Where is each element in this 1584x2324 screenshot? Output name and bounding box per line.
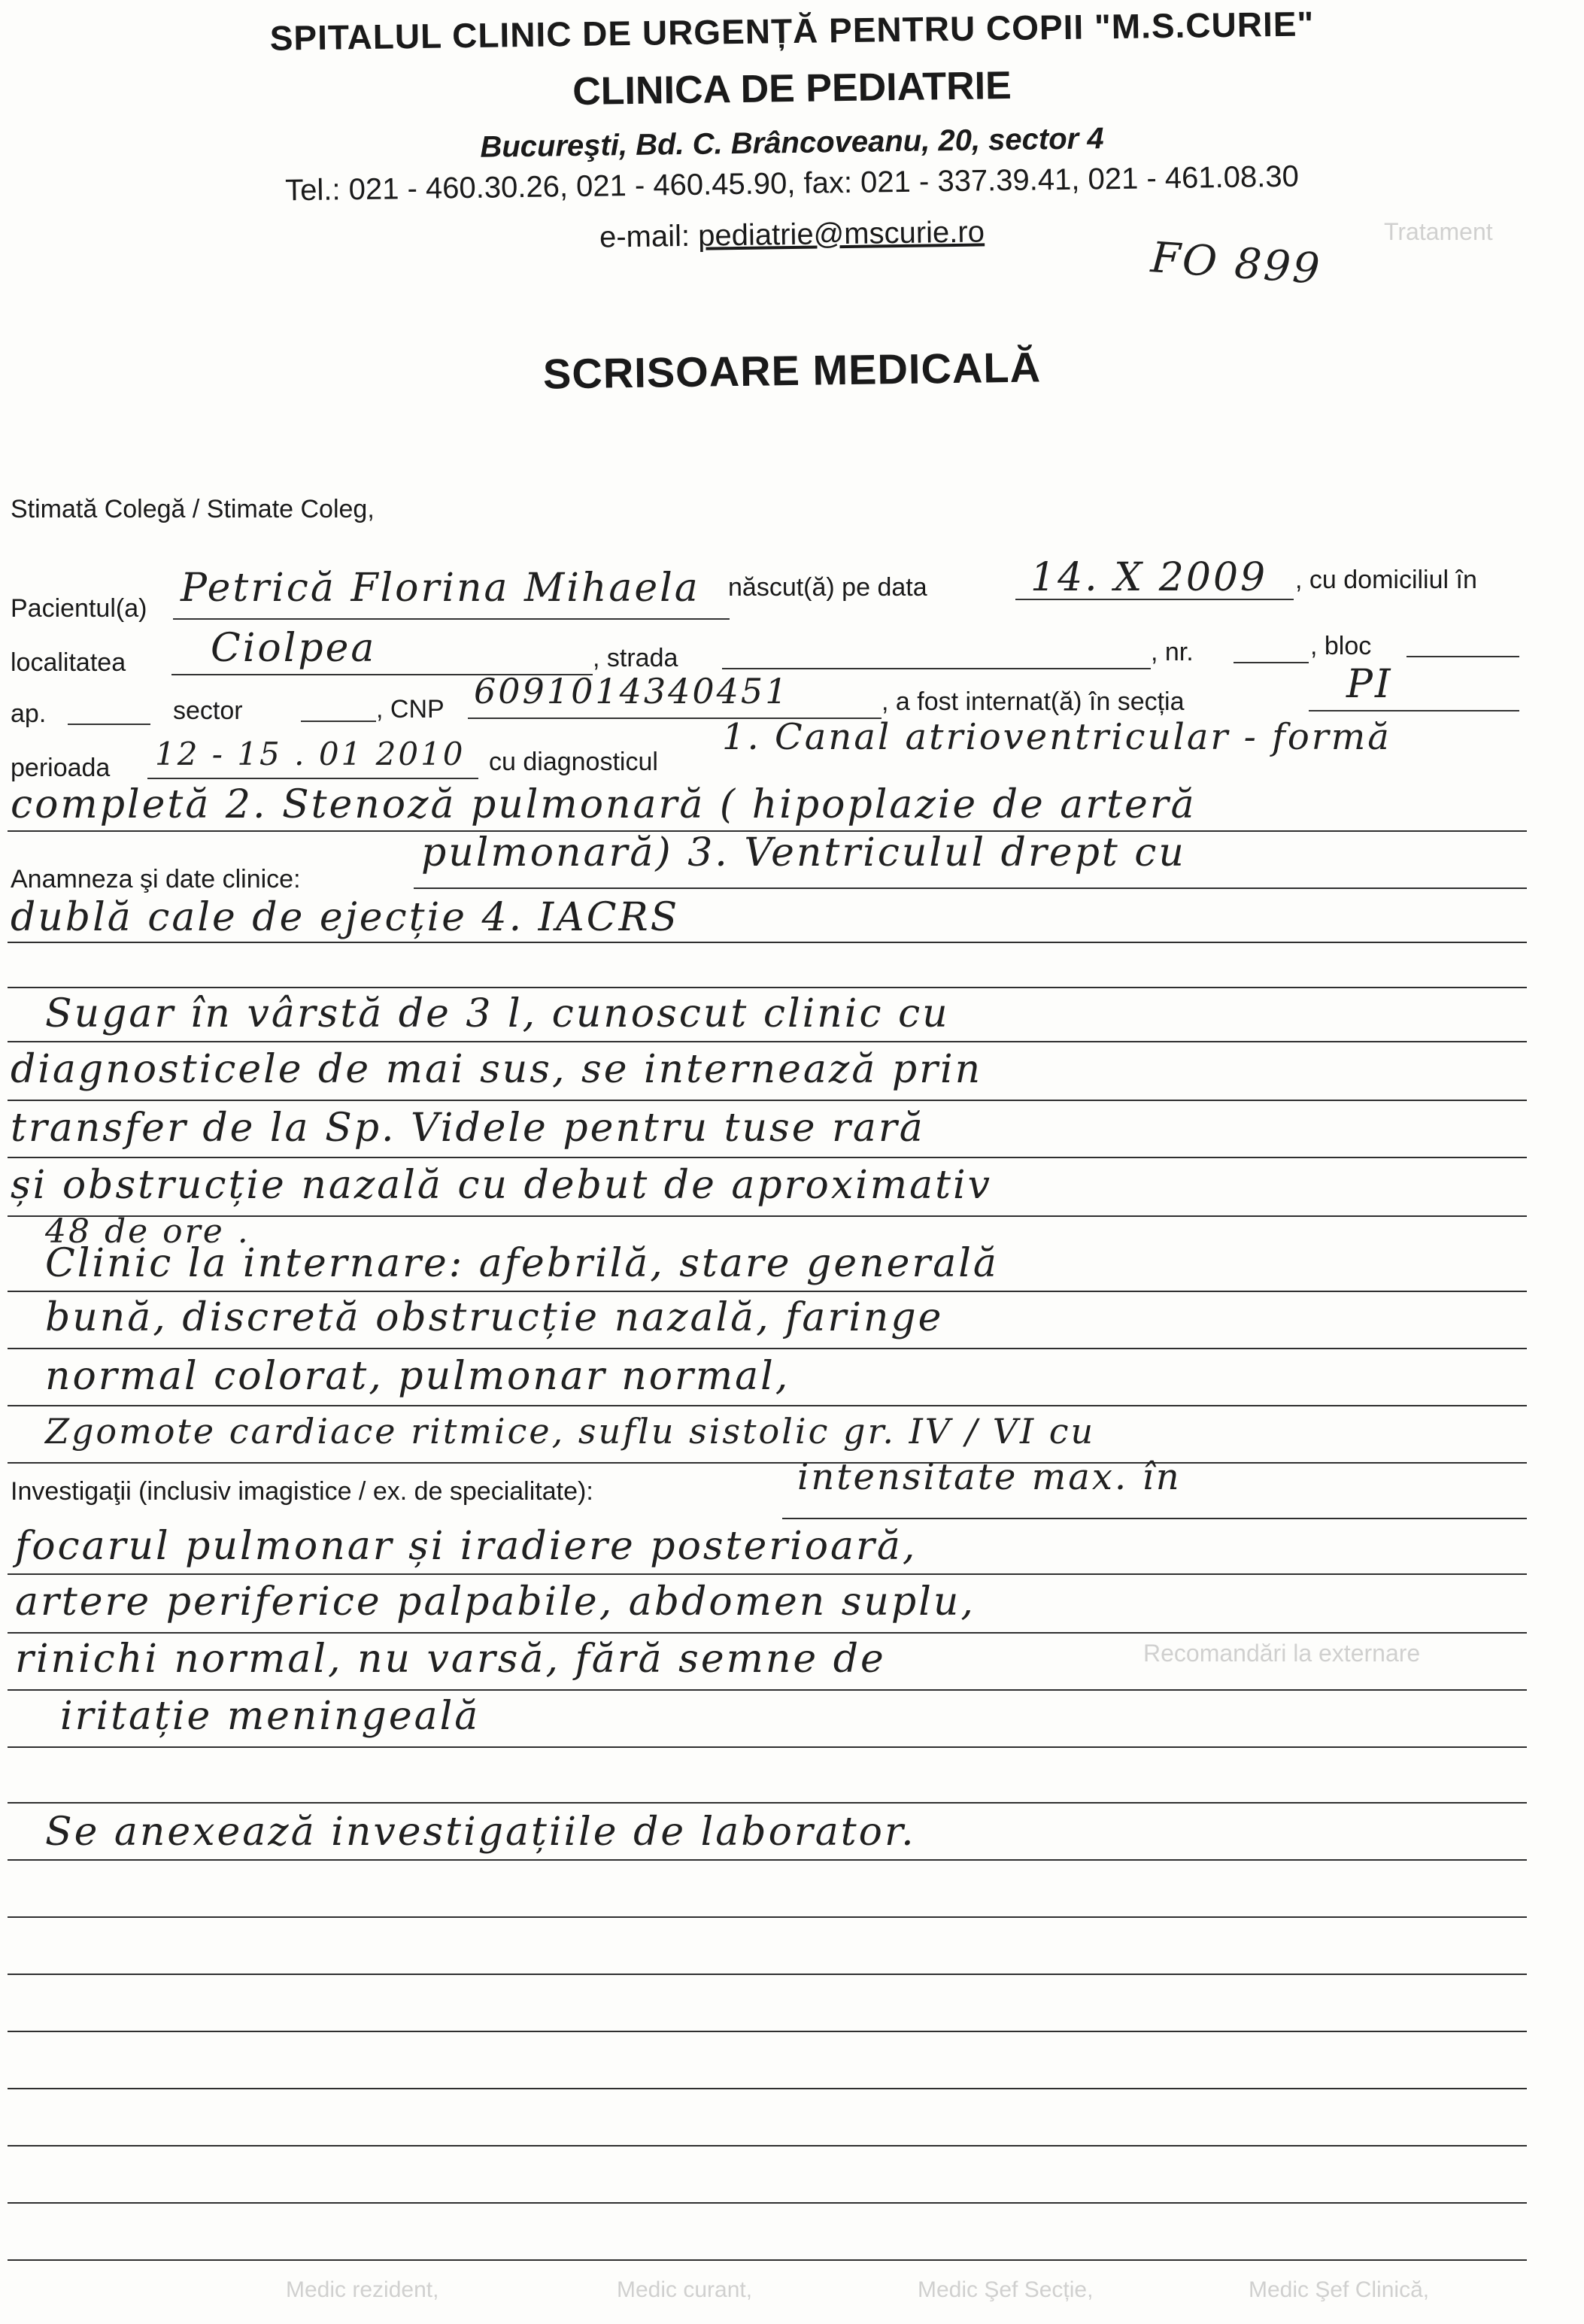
perioada-value: 12 - 15 . 01 2010: [155, 736, 466, 772]
cnp-label: , CNP: [376, 695, 445, 724]
history-line: artere periferice palpabile, abdomen suplu,: [15, 1579, 976, 1625]
history-line: normal colorat, pulmonar normal,: [45, 1354, 790, 1399]
ap-label: ap.: [11, 699, 47, 728]
bloc-blank: [1406, 656, 1519, 657]
ruled-line: [8, 2259, 1527, 2261]
history-line: rinichi normal, nu varsă, fără semne de: [15, 1637, 886, 1682]
footer-medic-curant: Medic curant,: [617, 2277, 753, 2302]
cnp-value: 6091014340451: [474, 671, 790, 711]
email-link[interactable]: pediatrie@mscurie.ro: [697, 215, 985, 253]
email-label: e-mail:: [599, 219, 690, 254]
hospital-name: SPITALUL CLINIC DE URGENȚĂ PENTRU COPII "M.S.CURIE": [269, 4, 1315, 58]
ruled-line: [414, 887, 1527, 889]
diagnosis-line-4: dublă cale de ejecție 4. IACRS: [11, 895, 680, 940]
nr-label: , nr.: [1151, 638, 1194, 666]
ruled-line: [8, 1291, 1527, 1292]
nr-blank: [1234, 662, 1309, 663]
greeting: Stimată Colegă / Stimate Coleg,: [11, 495, 375, 523]
footer-medic-sef-clinica: Medic Şef Clinică,: [1249, 2277, 1430, 2302]
diagnosis-line-3: pulmonară) 3. Ventriculul drept cu: [421, 830, 1186, 875]
history-line: Sugar în vârstă de 3 l, cunoscut clinic cu: [45, 991, 950, 1036]
pacient-label: Pacientul(a): [11, 594, 147, 623]
clinic-phone: Tel.: 021 - 460.30.26, 021 - 460.45.90, fax: 021 - 337.39.41, 021 - 461.08.30: [284, 159, 1300, 208]
footer-medic-sef-sectie: Medic Şef Secție,: [918, 2277, 1094, 2302]
history-line: Se anexează investigațiile de laborator.: [45, 1810, 916, 1855]
history-line: Zgomote cardiace ritmice, suflu sistolic gr. IV / VI cu: [45, 1411, 1096, 1452]
history-line: iritație meningeală: [60, 1694, 481, 1739]
history-line: transfer de la Sp. Videle pentru tuse rară: [11, 1106, 925, 1151]
history-line: 48 de ore .: [45, 1212, 250, 1251]
pacient-blank: [173, 618, 730, 620]
bloc-label: , bloc: [1310, 632, 1372, 660]
ruled-line: [8, 2202, 1527, 2204]
ruled-line: [8, 1746, 1527, 1748]
clinic-email-line: [0, 207, 1584, 262]
pacient-value: Petrică Florina Mihaela: [181, 566, 700, 611]
sector-blank: [301, 721, 376, 722]
sector-label: sector: [173, 696, 243, 725]
history-line: și obstrucție nazală cu debut de aproximativ: [11, 1163, 992, 1208]
ruled-line: [8, 1405, 1527, 1406]
ruled-line: [8, 1100, 1527, 1101]
localitatea-value: Ciolpea: [211, 626, 377, 671]
ruled-line: [8, 2088, 1527, 2089]
diagnosis-line-2: completă 2. Stenoză pulmonară ( hipoplazie de arteră: [11, 782, 1197, 827]
bleed-through-recomandari: Recomandări la externare: [1143, 1640, 1421, 1667]
ruled-line: [8, 1689, 1527, 1691]
localitatea-label: localitatea: [11, 648, 126, 677]
ruled-line: [8, 1916, 1527, 1918]
perioada-label: perioada: [11, 754, 111, 782]
ruled-line: [8, 1974, 1527, 1975]
footer-medic-rezident: Medic rezident,: [286, 2277, 439, 2302]
sectia-blank: [1309, 710, 1519, 711]
file-number: FO 899: [1149, 233, 1324, 294]
ruled-line: [8, 1802, 1527, 1804]
ruled-line: [8, 1041, 1527, 1042]
sectia-value: PI: [1346, 662, 1393, 707]
history-line: bună, discretă obstrucție nazală, faringe: [45, 1295, 944, 1340]
anamneza-label: Anamneza şi date clinice:: [11, 865, 301, 893]
investigatii-label: Investigaţii (inclusiv imagistice / ex. de specialitate):: [11, 1477, 593, 1506]
ap-blank: [68, 724, 150, 725]
strada-blank: [722, 668, 1151, 669]
clinic-name: CLINICA DE PEDIATRIE: [572, 63, 1012, 114]
ruled-line: [8, 1462, 1527, 1464]
ruled-line: [8, 987, 1527, 988]
history-line: intensitate max. în: [797, 1456, 1182, 1498]
bleed-through-tratament: Tratament: [1384, 218, 1493, 245]
diagnostic-label: cu diagnosticul: [489, 748, 658, 776]
document-title: SCRISOARE MEDICALĂ: [542, 343, 1042, 398]
clinic-address: Bucureşti, Bd. C. Brâncoveanu, 20, sector 4: [480, 122, 1104, 164]
nascut-value: 14. X 2009: [1030, 555, 1268, 600]
diagnosis-line-1: 1. Canal atrioventricular - formă: [722, 716, 1391, 758]
domiciliu-label: , cu domiciliul în: [1295, 566, 1477, 594]
history-line: focarul pulmonar și iradiere posterioară,: [15, 1524, 918, 1569]
ruled-line: [8, 2031, 1527, 2032]
nascut-label: născut(ă) pe data: [728, 573, 927, 602]
strada-label: , strada: [593, 644, 678, 672]
ruled-line: [8, 1632, 1527, 1634]
ruled-line: [8, 942, 1527, 943]
ruled-line: [8, 1157, 1527, 1158]
ruled-line: [8, 1573, 1527, 1575]
history-line: diagnosticele de mai sus, se internează prin: [11, 1047, 983, 1092]
ruled-line: [8, 1859, 1527, 1861]
ruled-line: [8, 2145, 1527, 2147]
internat-label: , a fost internat(ă) în secția: [882, 687, 1185, 716]
perioada-blank: [147, 778, 478, 779]
history-line: Clinic la internare: afebrilă, stare generală: [45, 1241, 999, 1286]
ruled-line: [8, 1348, 1527, 1349]
ruled-line: [782, 1518, 1527, 1519]
